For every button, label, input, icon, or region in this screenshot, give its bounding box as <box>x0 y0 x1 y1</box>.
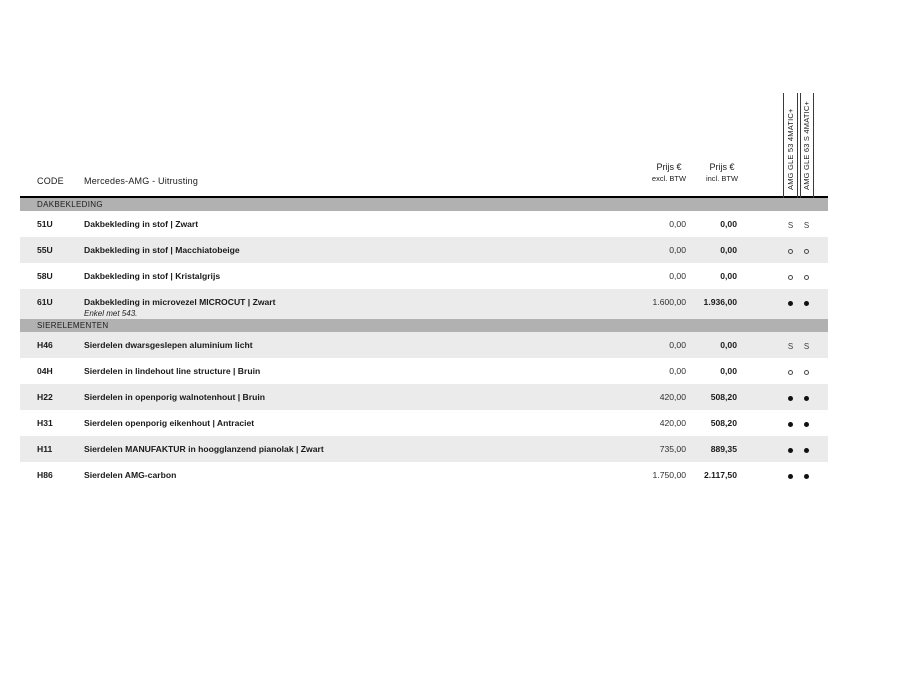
availability-gle53 <box>783 462 798 488</box>
option-circle-symbol <box>788 275 793 280</box>
standard-symbol: S <box>787 221 794 230</box>
section-header: SIERELEMENTEN <box>20 319 828 332</box>
price-incl-btw: 0,00 <box>720 340 737 350</box>
availability-gle53 <box>783 410 798 436</box>
availability-gle63 <box>800 358 813 384</box>
standard-symbol: S <box>803 342 810 351</box>
option-code: 61U <box>37 297 53 307</box>
standard-symbol: S <box>787 342 794 351</box>
option-description-text: Sierdelen MANUFAKTUR in hoogglanzend pianolak | Zwart <box>84 444 324 454</box>
option-description <box>84 332 586 358</box>
option-dot-symbol <box>804 301 809 306</box>
price-excl-btw: 0,00 <box>669 245 686 255</box>
price-excl-btw: 0,00 <box>669 219 686 229</box>
table-body <box>20 198 828 488</box>
option-code: 04H <box>37 366 53 376</box>
option-dot-symbol <box>804 396 809 401</box>
option-description <box>84 358 586 384</box>
option-description-text: Dakbekleding in stof | Macchiatobeige <box>84 245 240 255</box>
option-description <box>84 410 586 436</box>
option-circle-symbol <box>788 249 793 254</box>
price-incl-btw: 0,00 <box>720 366 737 376</box>
table-row <box>20 263 828 289</box>
option-description-text: Dakbekleding in stof | Kristalgrijs <box>84 271 221 281</box>
model-column-header-gle53: AMG GLE 53 4MATIC+ <box>786 108 795 190</box>
option-dot-symbol <box>788 448 793 453</box>
option-circle-symbol <box>804 249 809 254</box>
price-incl-btw: 508,20 <box>710 392 737 402</box>
availability-gle53 <box>783 211 798 237</box>
availability-gle63 <box>800 384 813 410</box>
option-description <box>84 289 586 319</box>
option-code: H86 <box>37 470 53 480</box>
price-incl-title: Prijs € <box>709 162 735 172</box>
price-excl-btw: 1.600,00 <box>652 297 686 307</box>
table-row <box>20 358 828 384</box>
option-description-text: Sierdelen AMG-carbon <box>84 470 177 480</box>
availability-gle63 <box>800 263 813 289</box>
price-incl-subtitle: incl. BTW <box>705 174 739 183</box>
availability-gle53 <box>783 289 798 319</box>
price-incl-header <box>672 162 772 184</box>
price-excl-title: Prijs € <box>656 162 682 172</box>
availability-gle53 <box>783 384 798 410</box>
option-description-text: Sierdelen in lindehout line structure | Bruin <box>84 366 261 376</box>
price-incl-btw: 889,35 <box>710 444 737 454</box>
price-excl-btw: 0,00 <box>669 340 686 350</box>
option-description-text: Sierdelen in openporig walnotenhout | Bruin <box>84 392 265 402</box>
code-column-header: CODE <box>37 176 64 186</box>
option-dot-symbol <box>788 396 793 401</box>
option-code: H22 <box>37 392 53 402</box>
availability-gle53 <box>783 436 798 462</box>
option-description <box>84 237 586 263</box>
price-incl-btw: 508,20 <box>710 418 737 428</box>
option-description <box>84 211 586 237</box>
option-circle-symbol <box>804 370 809 375</box>
price-excl-btw: 0,00 <box>669 366 686 376</box>
option-description-text: Sierdelen openporig eikenhout | Antraciet <box>84 418 255 428</box>
option-dot-symbol <box>804 474 809 479</box>
price-incl-btw: 2.117,50 <box>704 470 737 480</box>
table-row <box>20 332 828 358</box>
standard-symbol: S <box>803 221 810 230</box>
option-description-text: Sierdelen dwarsgeslepen aluminium licht <box>84 340 253 350</box>
option-dot-symbol <box>788 301 793 306</box>
option-dot-symbol <box>804 422 809 427</box>
price-incl-btw: 1.936,00 <box>703 297 737 307</box>
table-row <box>20 410 828 436</box>
price-incl-btw: 0,00 <box>720 271 737 281</box>
section-header: DAKBEKLEDING <box>20 198 828 211</box>
table-row <box>20 289 828 319</box>
availability-gle53 <box>783 237 798 263</box>
table-row <box>20 462 828 488</box>
option-circle-symbol <box>788 370 793 375</box>
option-code: H31 <box>37 418 53 428</box>
option-code: H11 <box>37 444 53 454</box>
availability-gle63 <box>800 332 813 358</box>
price-excl-btw: 735,00 <box>659 444 686 454</box>
table-row <box>20 211 828 237</box>
option-dot-symbol <box>804 448 809 453</box>
price-excl-btw: 0,00 <box>669 271 686 281</box>
price-excl-subtitle: excl. BTW <box>651 174 687 183</box>
option-code: 58U <box>37 271 53 281</box>
price-excl-btw: 420,00 <box>659 418 686 428</box>
price-incl-btw: 0,00 <box>720 245 737 255</box>
price-excl-btw: 1.750,00 <box>652 470 686 480</box>
price-excl-btw: 420,00 <box>659 392 686 402</box>
availability-gle53 <box>783 332 798 358</box>
availability-gle63 <box>800 436 813 462</box>
table-row <box>20 237 828 263</box>
price-incl-btw: 0,00 <box>720 219 737 229</box>
option-description-text: Dakbekleding in stof | Zwart <box>84 219 199 229</box>
availability-gle53 <box>783 263 798 289</box>
option-description <box>84 462 586 488</box>
option-circle-symbol <box>804 275 809 280</box>
availability-gle63 <box>800 289 813 319</box>
option-code: 51U <box>37 219 53 229</box>
availability-gle63 <box>800 462 813 488</box>
option-description <box>84 436 586 462</box>
availability-gle53 <box>783 358 798 384</box>
option-note: Enkel met 543. <box>84 309 138 318</box>
option-dot-symbol <box>788 422 793 427</box>
option-description <box>84 263 586 289</box>
table-row <box>20 384 828 410</box>
option-dot-symbol <box>788 474 793 479</box>
model-column-header-gle63: AMG GLE 63 S 4MATIC+ <box>802 100 811 190</box>
equipment-table <box>20 0 828 700</box>
table-row <box>20 436 828 462</box>
option-code: 55U <box>37 245 53 255</box>
option-code: H46 <box>37 340 53 350</box>
availability-gle63 <box>800 211 813 237</box>
equipment-column-header: Mercedes-AMG - Uitrusting <box>84 176 199 186</box>
option-description <box>84 384 586 410</box>
option-description-text: Dakbekleding in microvezel MICROCUT | Zwart <box>84 297 276 307</box>
availability-gle63 <box>800 237 813 263</box>
availability-gle63 <box>800 410 813 436</box>
